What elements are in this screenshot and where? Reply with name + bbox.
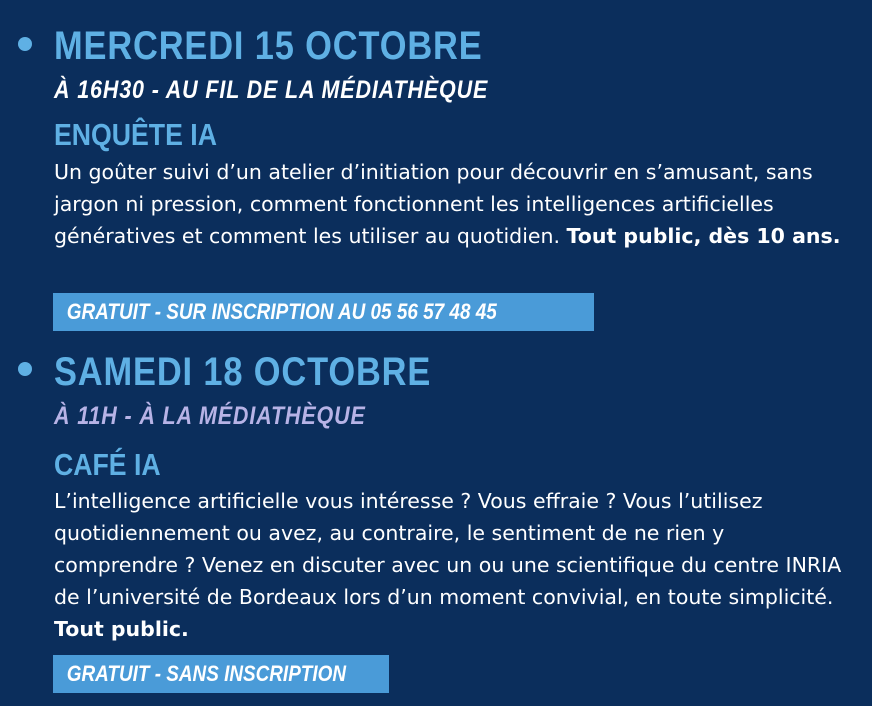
price-badge-label: GRATUIT - SUR INSCRIPTION AU 05 56 57 48 45 [66, 299, 497, 324]
event-date: MERCREDI 15 OCTOBRE [54, 24, 483, 68]
audience-text: Tout public, dès 10 ans. [566, 224, 841, 248]
event-title: CAFÉ IA [54, 447, 161, 482]
price-badge [53, 293, 594, 331]
event-description [54, 156, 844, 252]
bullet-point [18, 37, 32, 51]
event-description [54, 485, 844, 645]
bullet-point [18, 362, 32, 376]
description-text: Un goûter suivi d’un atelier d’initiation pour découvrir en s’amusant, sans jargon ni pression, comment fonctionnent les intelligences artificielles génératives et comment les utiliser au quotidien. [54, 160, 813, 248]
price-badge [53, 655, 389, 693]
event-date: SAMEDI 18 OCTOBRE [54, 350, 432, 394]
event-time-place: À 11H - À LA MÉDIATHÈQUE [54, 402, 366, 430]
audience-text: Tout public. [54, 617, 189, 641]
description-text: L’intelligence artificielle vous intéresse ? Vous effraie ? Vous l’utilisez quotidiennement ou avez, au contraire, le sentiment de ne rien y comprendre ? Venez en discuter avec un ou une scientifique du centre INRIA de l’université de Bordeaux lors d’un moment convivial, en toute simplicité. [54, 489, 842, 609]
event-title: ENQUÊTE IA [54, 117, 217, 152]
price-badge-label: GRATUIT - SANS INSCRIPTION [66, 661, 347, 686]
event-time-place: À 16H30 - AU FIL DE LA MÉDIATHÈQUE [54, 76, 489, 104]
